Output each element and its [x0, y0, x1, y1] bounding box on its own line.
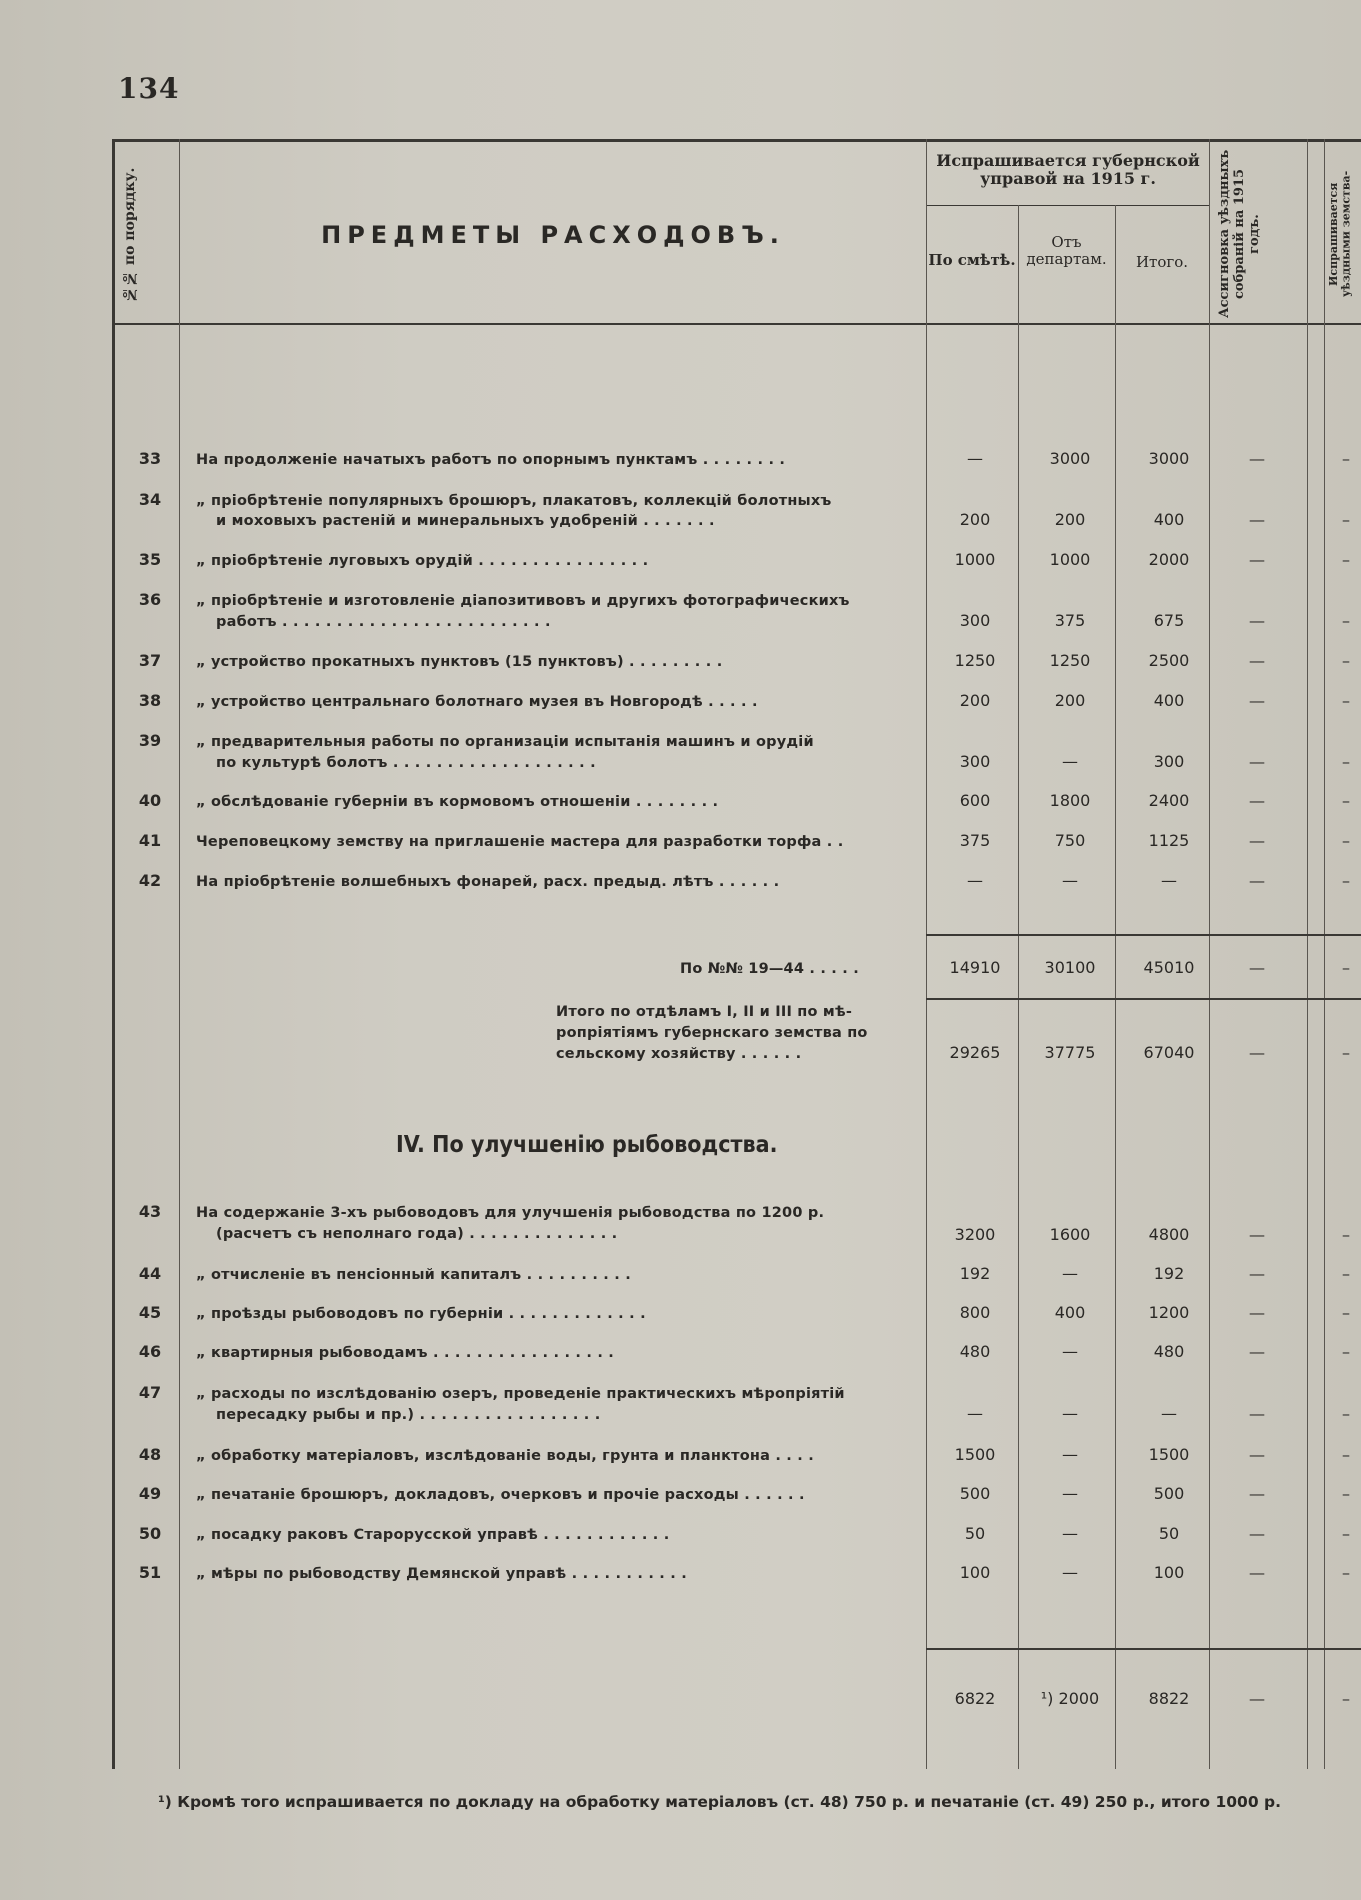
total-value: 480 [1153, 1342, 1185, 1361]
assigned-value: — [1249, 1404, 1265, 1423]
total-value: 1200 [1148, 1303, 1190, 1322]
assigned-value: — [1249, 752, 1265, 771]
department-value: 200 [1054, 510, 1086, 529]
assigned-value: — [1249, 871, 1265, 890]
header-department: Отъ департам. [1026, 233, 1107, 269]
row-text: „ обработку матеріаловъ, изслѣдованіе воды, грунта и планктона . . . . [196, 1448, 814, 1464]
section-title: IV. По улучшенію рыбоводства. [396, 1132, 778, 1158]
row-text: „ мѣры по рыбоводству Демянской управѣ . . . . . . . . . . . [196, 1566, 687, 1582]
row-number: 44 [138, 1264, 162, 1283]
total-value: — [1161, 1404, 1177, 1423]
assigned-value: — [1249, 958, 1265, 977]
uezd-value: – [1342, 651, 1350, 670]
row-text: „ обслѣдованіе губерніи въ кормовомъ отношеніи . . . . . . . . [196, 794, 719, 810]
row-number: 35 [138, 550, 162, 569]
row-text-line-1: „ пріобрѣтеніе популярныхъ брошюръ, плакатовъ, коллекцій болотныхъ [196, 493, 832, 509]
assigned-value: — [1249, 611, 1265, 630]
estimate-value: — [967, 449, 983, 468]
uezd-value: – [1342, 1524, 1350, 1543]
total-value: 67040 [1143, 1043, 1195, 1062]
uezd-value: – [1342, 1689, 1350, 1708]
total-value: 1500 [1148, 1445, 1190, 1464]
uezd-value: – [1342, 1303, 1350, 1322]
total-value: 4800 [1148, 1225, 1190, 1244]
header-assigned: Ассигновка уѣздныхъ собраній на 1915 годъ. [1217, 149, 1262, 319]
uezd-value: – [1342, 449, 1350, 468]
uezd-value: – [1342, 1043, 1350, 1062]
assigned-value: — [1249, 449, 1265, 468]
header-total: Итого. [1135, 253, 1189, 271]
row-text: На продолженіе начатыхъ работъ по опорнымъ пунктамъ . . . . . . . . [196, 452, 786, 468]
department-value: 200 [1054, 691, 1086, 710]
subtotal-label-line-2: ропріятіямъ губернскаго земства по [556, 1025, 868, 1041]
total-value: 1125 [1148, 831, 1190, 850]
estimate-value: 800 [959, 1303, 991, 1322]
left-border [112, 139, 115, 1769]
estimate-value: 1250 [954, 651, 996, 670]
estimate-value: 100 [959, 1563, 991, 1582]
total-value: 192 [1153, 1264, 1185, 1283]
estimate-value: 500 [959, 1484, 991, 1503]
assigned-value: — [1249, 831, 1265, 850]
row-text: „ квартирныя рыбоводамъ . . . . . . . . . . . . . . . . . [196, 1345, 615, 1361]
department-value: 37775 [1044, 1043, 1096, 1062]
subtotal-rule-3 [926, 1648, 1361, 1650]
row-text: „ посадку раковъ Старорусской управѣ . . . . . . . . . . . . [196, 1527, 670, 1543]
row-text: На пріобрѣтеніе волшебныхъ фонарей, расх. предыд. лѣтъ . . . . . . [196, 874, 780, 890]
department-value: 3000 [1049, 449, 1091, 468]
row-number: 38 [138, 691, 162, 710]
row-number: 51 [138, 1563, 162, 1582]
total-value: 100 [1153, 1563, 1185, 1582]
department-value: 1000 [1049, 550, 1091, 569]
estimate-value: 480 [959, 1342, 991, 1361]
row-text-line-2: работъ . . . . . . . . . . . . . . . . . . . . . . . . . [216, 614, 551, 630]
row-text-line-2: и моховыхъ растеній и минеральныхъ удобреній . . . . . . . [216, 513, 715, 529]
estimate-value: 50 [964, 1524, 986, 1543]
total-value: 2500 [1148, 651, 1190, 670]
uezd-value: – [1342, 1342, 1350, 1361]
row-text-line-1: „ пріобрѣтеніе и изготовленіе діапозитивовъ и другихъ фотографическихъ [196, 593, 850, 609]
total-value: 45010 [1143, 958, 1195, 977]
row-number: 42 [138, 871, 162, 890]
assigned-value: — [1249, 791, 1265, 810]
department-value: — [1062, 1524, 1078, 1543]
row-text-line-1: „ расходы по изслѣдованію озеръ, проведеніе практическихъ мѣропріятій [196, 1386, 845, 1402]
row-number: 43 [138, 1202, 162, 1221]
department-value: ¹) 2000 [1040, 1689, 1100, 1708]
row-text-line-2: пересадку рыбы и пр.) . . . . . . . . . . . . . . . . . [216, 1407, 601, 1423]
uezd-value: – [1342, 1484, 1350, 1503]
row-text: „ пріобрѣтеніе луговыхъ орудій . . . . . . . . . . . . . . . . [196, 553, 649, 569]
row-number: 40 [138, 791, 162, 810]
row-text-line-1: „ предварительныя работы по организаціи испытанія машинъ и орудій [196, 734, 814, 750]
uezd-value: – [1342, 691, 1350, 710]
subheader-rule [926, 205, 1209, 206]
subtotal-label-line-3: сельскому хозяйству . . . . . . [556, 1046, 802, 1062]
col-divider-4 [1115, 205, 1116, 1769]
total-value: 50 [1158, 1524, 1180, 1543]
department-value: — [1062, 1563, 1078, 1582]
department-value: — [1062, 1484, 1078, 1503]
row-text-line-2: (расчетъ съ неполнаго года) . . . . . . . . . . . . . . [216, 1226, 618, 1242]
row-number: 46 [138, 1342, 162, 1361]
estimate-value: 200 [959, 510, 991, 529]
header-estimate: По смѣтѣ. [928, 251, 1016, 269]
assigned-value: — [1249, 1524, 1265, 1543]
department-value: — [1062, 1445, 1078, 1464]
row-text: „ устройство центральнаго болотнаго музея въ Новгородѣ . . . . . [196, 694, 758, 710]
subtotal-label-line-1: Итого по отдѣламъ I, II и III по мѣ- [556, 1004, 853, 1020]
assigned-value: — [1249, 1563, 1265, 1582]
assigned-value: — [1249, 1689, 1265, 1708]
department-value: — [1062, 752, 1078, 771]
assigned-value: — [1249, 1303, 1265, 1322]
row-number: 49 [138, 1484, 162, 1503]
total-value: 8822 [1148, 1689, 1190, 1708]
assigned-value: — [1249, 510, 1265, 529]
row-text-line-2: по культурѣ болотъ . . . . . . . . . . . . . . . . . . . [216, 755, 596, 771]
total-value: 500 [1153, 1484, 1185, 1503]
uezd-value: – [1342, 1404, 1350, 1423]
total-value: 2000 [1148, 550, 1190, 569]
department-value: — [1062, 1342, 1078, 1361]
col-divider-2 [926, 139, 927, 1769]
department-value: 30100 [1044, 958, 1096, 977]
estimate-value: 3200 [954, 1225, 996, 1244]
row-number: 50 [138, 1524, 162, 1543]
row-number: 34 [138, 490, 162, 509]
uezd-value: – [1342, 958, 1350, 977]
department-value: — [1062, 1264, 1078, 1283]
row-number: 39 [138, 731, 162, 750]
estimate-value: — [967, 1404, 983, 1423]
uezd-value: – [1342, 871, 1350, 890]
row-text: „ печатаніе брошюръ, докладовъ, очерковъ и прочіе расходы . . . . . . [196, 1487, 805, 1503]
assigned-value: — [1249, 1043, 1265, 1062]
estimate-value: — [967, 871, 983, 890]
department-value: — [1062, 1404, 1078, 1423]
row-number: 48 [138, 1445, 162, 1464]
row-number: 37 [138, 651, 162, 670]
row-number: 36 [138, 590, 162, 609]
top-rule [112, 139, 1361, 142]
assigned-value: — [1249, 691, 1265, 710]
header-rule [112, 323, 1361, 325]
col-divider-6 [1307, 139, 1308, 1769]
department-value: — [1062, 871, 1078, 890]
estimate-value: 375 [959, 831, 991, 850]
assigned-value: — [1249, 1225, 1265, 1244]
row-text: „ проѣзды рыбоводовъ по губерніи . . . . . . . . . . . . . [196, 1306, 646, 1322]
subtotal-rule-2 [926, 998, 1361, 1000]
department-value: 1600 [1049, 1225, 1091, 1244]
department-value: 400 [1054, 1303, 1086, 1322]
uezd-value: – [1342, 1563, 1350, 1582]
estimate-value: 29265 [949, 1043, 1001, 1062]
total-value: 675 [1153, 611, 1185, 630]
subtotal-label: По №№ 19—44 . . . . . [680, 961, 859, 977]
estimate-value: 600 [959, 791, 991, 810]
uezd-value: – [1342, 752, 1350, 771]
assigned-value: — [1249, 651, 1265, 670]
row-number: 45 [138, 1303, 162, 1322]
total-value: — [1161, 871, 1177, 890]
uezd-value: – [1342, 791, 1350, 810]
estimate-value: 300 [959, 752, 991, 771]
assigned-value: — [1249, 1484, 1265, 1503]
department-value: 750 [1054, 831, 1086, 850]
estimate-value: 192 [959, 1264, 991, 1283]
header-items: ПРЕДМЕТЫ РАСХОДОВЪ. [321, 221, 785, 249]
total-value: 400 [1153, 510, 1185, 529]
row-number: 41 [138, 831, 162, 850]
department-value: 375 [1054, 611, 1086, 630]
row-text: „ устройство прокатныхъ пунктовъ (15 пунктовъ) . . . . . . . . . [196, 654, 723, 670]
estimate-value: 1500 [954, 1445, 996, 1464]
assigned-value: — [1249, 1342, 1265, 1361]
total-value: 3000 [1148, 449, 1190, 468]
total-value: 300 [1153, 752, 1185, 771]
header-number-col: №№ по порядку. [122, 167, 138, 303]
total-value: 400 [1153, 691, 1185, 710]
estimate-value: 1000 [954, 550, 996, 569]
total-value: 2400 [1148, 791, 1190, 810]
uezd-value: – [1342, 611, 1350, 630]
col-divider-7 [1324, 139, 1325, 1769]
estimate-value: 14910 [949, 958, 1001, 977]
row-text: Череповецкому земству на приглашеніе мастера для разработки торфа . . [196, 834, 844, 850]
footnote: ¹) Кромѣ того испрашивается по докладу на обработку матеріаловъ (ст. 48) 750 р. и печатаніе (ст. 49) 250 р., итого 1000 р. [158, 1793, 1281, 1811]
estimate-value: 300 [959, 611, 991, 630]
row-number: 47 [138, 1383, 162, 1402]
estimate-value: 200 [959, 691, 991, 710]
estimate-value: 6822 [954, 1689, 996, 1708]
page-number: 134 [118, 72, 180, 105]
assigned-value: — [1249, 1445, 1265, 1464]
uezd-value: – [1342, 550, 1350, 569]
row-text-line-1: На содержаніе 3-хъ рыбоводовъ для улучшенія рыбоводства по 1200 р. [196, 1205, 825, 1221]
assigned-value: — [1249, 550, 1265, 569]
uezd-value: – [1342, 510, 1350, 529]
header-requested-group: Испрашивается губернской управой на 1915 г. [936, 151, 1200, 189]
uezd-value: – [1342, 831, 1350, 850]
department-value: 1800 [1049, 791, 1091, 810]
uezd-value: – [1342, 1445, 1350, 1464]
row-text: „ отчисленіе въ пенсіонный капиталъ . . . . . . . . . . [196, 1267, 631, 1283]
assigned-value: — [1249, 1264, 1265, 1283]
header-requested-uezd: Испрашивается уѣздными земства- [1327, 170, 1353, 298]
subtotal-rule-1 [926, 934, 1361, 936]
uezd-value: – [1342, 1225, 1350, 1244]
department-value: 1250 [1049, 651, 1091, 670]
uezd-value: – [1342, 1264, 1350, 1283]
row-number: 33 [138, 449, 162, 468]
